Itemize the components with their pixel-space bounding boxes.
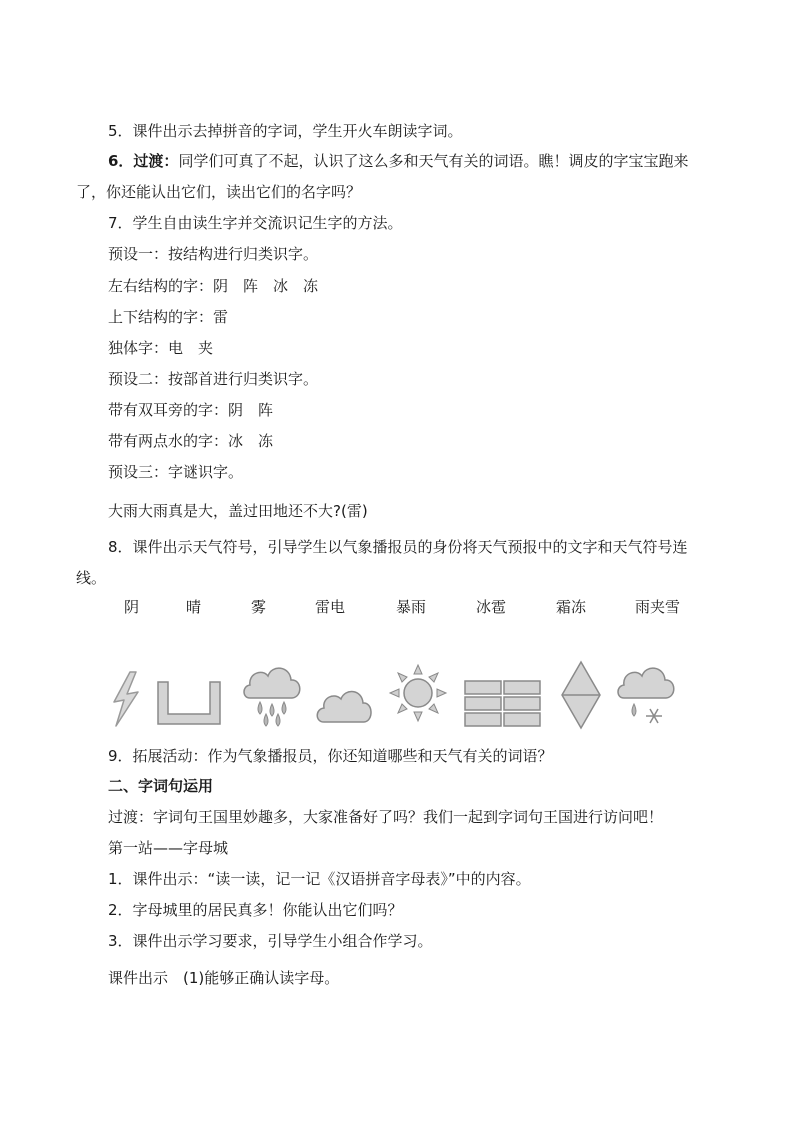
weather-word: 雷电: [315, 598, 346, 616]
lightning-icon: [108, 670, 142, 728]
hail-icon: [464, 680, 542, 728]
transition-label: 6．过渡：: [108, 152, 179, 170]
top-bottom-structure: 上下结构的字：雷: [108, 308, 229, 326]
weather-word: 冰雹: [476, 598, 507, 616]
step-8-continued: 线。: [76, 569, 107, 587]
riddle: 大雨大雨真是大，盖过田地还不大?(雷): [108, 502, 368, 520]
weather-word: 霜冻: [556, 598, 587, 616]
step-6-continued: 了，你还能认出它们，读出它们的名字吗？: [76, 183, 362, 201]
frost-icon: [560, 660, 602, 730]
step-6: [108, 151, 688, 171]
single-body-chars: 独体字：电 夹: [108, 339, 214, 357]
step-6-text: 同学们可真了不起，认识了这么多和天气有关的词语。瞧！调皮的字宝宝跑来: [178, 152, 689, 170]
sleet-icon: [614, 662, 678, 728]
step-7: 7．学生自由读生字并交流识记生字的方法。: [108, 214, 403, 232]
section-heading: 二、字词句运用: [108, 777, 214, 795]
station-step-3: 3．课件出示学习要求，引导学生小组合作学习。: [108, 932, 433, 950]
weather-word: 雾: [251, 598, 267, 616]
step-8: 8．课件出示天气符号，引导学生以气象播报员的身份将天气预报中的文字和天气符号连: [108, 538, 688, 556]
preset-2: 预设二：按部首进行归类识字。: [108, 370, 319, 388]
station-1: 第一站——字母城: [108, 839, 229, 857]
preset-3: 预设三：字谜识字。: [108, 463, 244, 481]
station-step-2: 2．字母城里的居民真多！你能认出它们吗？: [108, 901, 403, 919]
weather-word: 阴: [124, 598, 140, 616]
step-5: 5．课件出示去掉拼音的字词，学生开火车朗读字词。: [108, 122, 463, 140]
courseware-requirement: 课件出示 (1)能够正确认读字母。: [108, 969, 340, 987]
step-9: 9．拓展活动：作为气象播报员，你还知道哪些和天气有关的词语？: [108, 747, 553, 765]
two-dot-water-radical: 带有两点水的字：冰 冻: [108, 432, 274, 450]
weather-word: 晴: [186, 598, 202, 616]
station-step-1: 1．课件出示：“读一读，记一记《汉语拼音字母表》”中的内容。: [108, 870, 531, 888]
fog-icon: [156, 680, 222, 726]
double-ear-radical: 带有双耳旁的字：阴 阵: [108, 401, 274, 419]
transition-2: 过渡：字词句王国里妙趣多，大家准备好了吗？我们一起到字词句王国进行访问吧！: [108, 808, 664, 826]
rainstorm-icon: [240, 662, 304, 728]
weather-word: 雨夹雪: [635, 598, 681, 616]
sunny-icon: [386, 662, 450, 724]
cloudy-icon: [314, 684, 374, 726]
preset-1: 预设一：按结构进行归类识字。: [108, 245, 319, 263]
weather-word: 暴雨: [396, 598, 427, 616]
left-right-structure: 左右结构的字：阴 阵 冰 冻: [108, 277, 319, 295]
